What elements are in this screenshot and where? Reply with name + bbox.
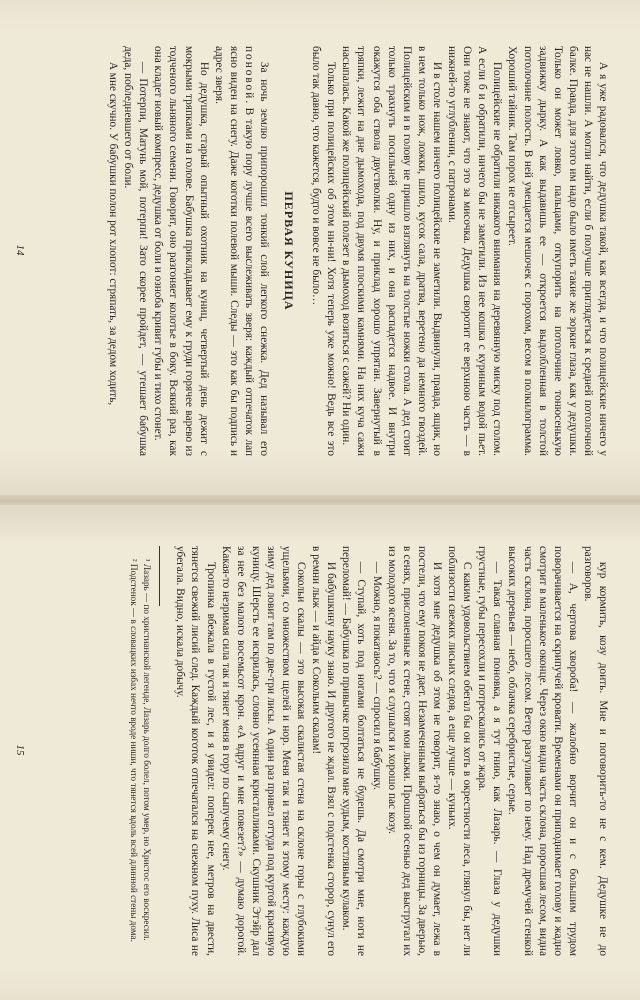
paragraph: — Такая славная поновка, а я тут гнию, как Лазарь. — Глаза у дедушки грустные, губы пересохли и потрескались от жара. [476, 546, 504, 956]
book-gutter [0, 495, 640, 505]
footnote-divider [159, 546, 160, 606]
footnote: ² Подстенок — в словацких избах нечто вроде ниши, что тянется вдоль всей длинной стены дома. [129, 558, 140, 942]
paragraph: — Потерпи, Матунь мой, потерпи! Зато скорее пройдет, — утешает бабушка деда, побледневшего от боли. [122, 46, 150, 456]
paragraph: С каким удовольствием обегал бы он хоть в окрестности леса, глянул бы, нет ли поблизости свежих лисьих следов, а еще лучше — куньих. [446, 546, 474, 956]
paragraph: Сокольи скалы — это высокая скалистая стена на склоне горы с глубокими ущельями, со множеством щелей и нор. Меня так и тянет к этому месту: каждую зиму дед ловит там по две-три лисы. А один раз привел оттуда под куртой красивую куницу. Шерсть ее искрилась, словно усеянная кристалликами. Скушник Этэйр дал за нее без малого восемьсот крон. «А вдруг и мне повезет?» — думаю дорогой. Какая-то незримая сила так и тянет меня в гору по сыпучему снегу. [219, 546, 308, 956]
paragraph: И хотя мне дедушка об этом не говорит, я-то знаю, о чем он думает, лежа в постели, что ему покоя не дает. Незамеченным выбраться бы из горницы. За дверью, в сенях, прислоненные к стене, стоят мои лыжи. Прошлой осенью дед выстругал их из молодого ясеня. За то, что я слушался и хорошо пас козу. [385, 546, 443, 956]
chapter-lead-paragraph [211, 46, 271, 456]
paragraph: И в столе нашем ничего полицейские не заметили. Выдвинули, правда, ящик, но в нем только нож, ложки, шило, кусок сала, дратва, веретено да немного гвоздей. Полицейским и в голову не пришло взглянуть на толстые ножки стола. А дед стоит только трахнуть посильней одну из них, и она распадется надвое. И внутри окажутся оба ствола двустволки. Ну, и приклад хорошо упрятан. Завернутый в тряпки, лежит на дне дымохода, под двумя плоскими камнями. На них куча сажи насыпалась. Какой же полицейский полезет в дымоход возиться с сажей? Ни один. [340, 46, 443, 456]
chapter-lead-emphasis: поновой [242, 46, 255, 101]
paragraph: — А, чертова хвороба! — жалобно ворчит он и с большим трудом поворачивается на скрипучей кровати. Временами он приподнимает голову и жадно смотрит в маленькое оконце. Через окно видна часть склона, поросшая лесом, видна часть склона, поросшего лесом. Ветер разгуливает по нему. Над дремучей стенкой высоких деревьев — небо, облачка серебристые, серые. [506, 546, 579, 956]
page-number: 15 [14, 744, 27, 756]
page-number: 14 [14, 244, 27, 256]
paragraph: А я уже радовался, что дедушка такой, как всегда, и что полицейские ничего у нас не нашли. А могли найти, если б получше приглядеться к средней потолочной балке. Правда, для этого им надо было иметь такие же зоркие глаза, как у дедушки. Только он может ловко, пальцами, откупорить на потолочине тонюсенькую задвижку дырку. А как выдавишь ее — откроется выдолбленная в толстой потолочине полость. В ней умещается мешочек с порохом, весом в полкилограмма. Хороший тайник. Там порох не отсыреет. [506, 46, 609, 456]
paragraph: — Ступай, хоть под ногами болтаться не будешь. Да смотри мне, ноги не переломай! — Бабушка по привычке погрозила мне худым, костлявым кулаком. [340, 546, 368, 956]
right-page [0, 500, 640, 1000]
paragraph: кур кормить, козу доить. Мне и поговорить-то не с кем. Дедушке не до разговоров. [581, 546, 609, 956]
chapter-lead-text: За ночь землю припорошил тонкий слой легкого снежка. Дед называл его [258, 61, 271, 456]
footnote: ¹ Лазарь — по христианской легенде, Лазарь долго болел, потом умер, но Христос его воскресил. [142, 558, 153, 941]
paragraph: Но дедушка, старый опытный охотник на куниц, четвертый день дежит с мокрыми тряпками на голове. Бабушка прикладывает ему к груди горячее варево из тодченого льняного семени. Говорит, оно разгоняет колотье в боку. Всякий раз, как она кладет новый компресс, дедушка от боли и озноба кривит губы и тихо стонет. [152, 46, 210, 456]
paragraph: И бабушкину науку знаю. И другого не ждал. Взял с подстенка сторор, сунул его в ремни лыж — и айда к Сокольим скалам! [310, 546, 338, 956]
paragraph: Полицейские не обратили никакого внимания на деревянную миску под столом. А если б и обратили, ничего бы не заметили. Из нее кошка с куриным водой пьет. Они тоже не знают, что это за мисочка. Дедушка своротит ее верхнюю часть — в нижней-то углублении, с патронами. [446, 46, 504, 456]
paragraph: — Можно, я покатаюсь? — спросил я бабушку. [370, 561, 383, 790]
paragraph: А мне скучно. У бабушки полон рот хлопот: стряпать, за дедом ходить, [107, 61, 120, 406]
chapter-lead-rest: . В такую пору лучше всего выслеживать зверя: каждый отпечаток лап ясно виден на снегу. Даже коготки полевой мыши. Следы — это как бы подпись и адрес зверя. [212, 46, 255, 456]
paragraph: Тропинка вбежала в густой лес, и я увидел: поперек нее, метров на двести, тянется свежий лисий след. Каждый коготок отпечатался на снежном пуху. Лиса не убегала. Видно, искала добычу. [174, 546, 217, 956]
paragraph: Только при полицейских об этом ни-ни! Хотя теперь уже можно! Ведь все это было так давно, что кажется, будто и вовсе не было… [310, 46, 338, 456]
chapter-title: ПЕРВАЯ КУНИЦА [282, 191, 297, 311]
